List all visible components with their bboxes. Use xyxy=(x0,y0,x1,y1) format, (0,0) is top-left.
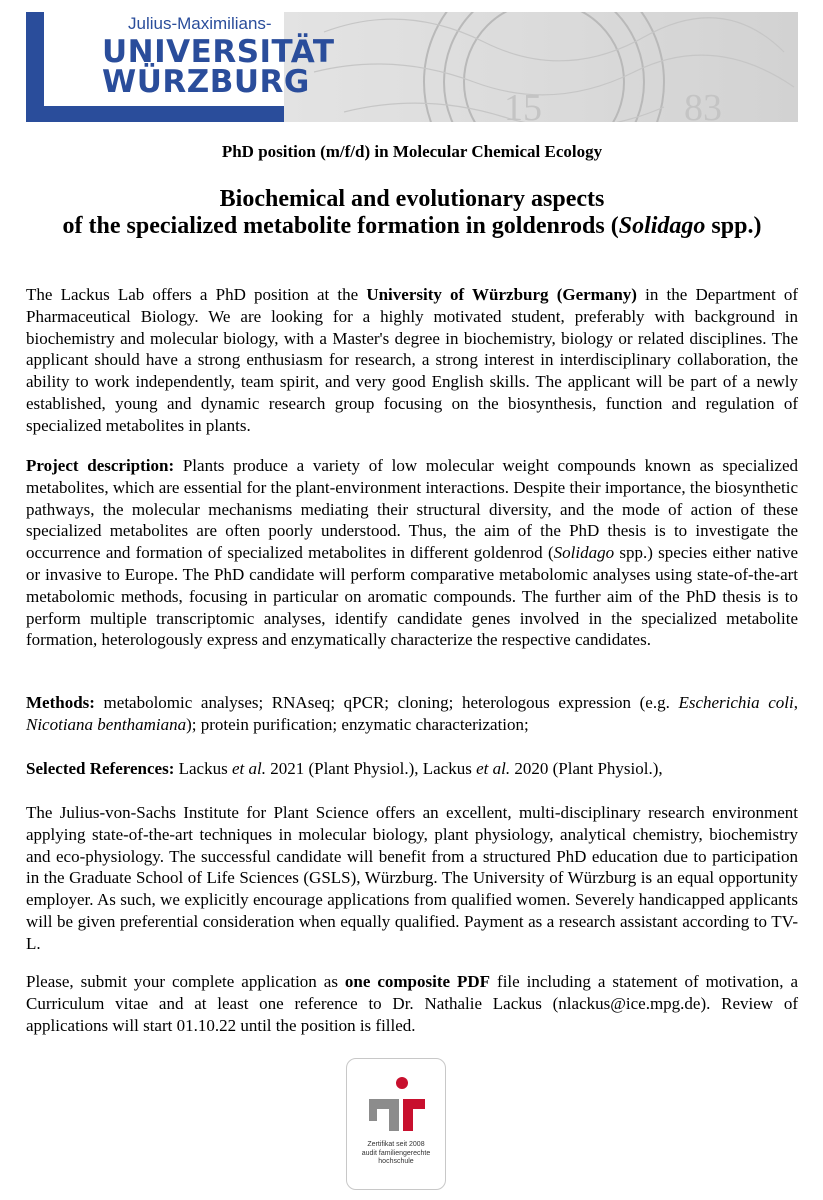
university-header xyxy=(26,12,798,122)
svg-text:83: 83 xyxy=(684,87,722,122)
position-subtitle: PhD position (m/f/d) in Molecular Chemical Ecology xyxy=(221,142,603,161)
application-paragraph: Please, submit your complete application as one composite PDF file including a statement of motivation, a Curriculum vitae and at least one reference to Dr. Nathalie Lackus (nlackus@ice.mpg.de). Review of applications will start 01.10.22 until the position is filled. xyxy=(26,972,798,1035)
family-friendly-certificate xyxy=(346,1058,446,1190)
logo-line-universitaet: UNIVERSITÄT xyxy=(102,34,335,70)
title-genus: Solidago xyxy=(618,213,706,239)
certificate-text: Zertifikat seit 2008 audit familiengerechte hochschule xyxy=(361,1141,431,1165)
institute-paragraph: The Julius-von-Sachs Institute for Plant Science offers an excellent, multi-disciplinary research environment applying state-of-the-art techniques in molecular biology, plant physiology, analytical chemistry, biochemistry and eco-physiology. The successful candidate will benefit from a structured PhD education due to participation in the Graduate School of Life Sciences (GSLS), Würzburg. The University of Würzburg is an equal opportunity employer. As such, we explicitly encourage applications from qualified women. Severely handicapped applicants will be given preferential consideration when equally qualified. Payment as a research assistant according to TV-L. xyxy=(26,803,798,953)
references-paragraph: Selected References: Lackus et al. 2021 (Plant Physiol.), Lackus et al. 2020 (Plant Physiol.), xyxy=(26,759,663,778)
logo-line-wuerzburg: WÜRZBURG xyxy=(102,64,310,100)
composite-pdf-bold: one composite PDF xyxy=(344,972,491,991)
project-label: Project description: xyxy=(26,456,175,475)
title-line-1: Biochemical and evolutionary aspects xyxy=(219,186,605,212)
project-description-paragraph: Project description: Plants produce a variety of low molecular weight compounds known as specialized metabolites, which are essential for the plant-environment interactions. Despite their importance, the biosynthetic pathways, the molecular mechanisms mediating their structural diversity, and the mode of action of these specialized metabolites are often poorly understood. Thus, the aim of the PhD thesis is to investigate the occurrence and formation of specialized metabolites in different goldenrod (Solidago spp.) species either native or invasive to Europe. The PhD candidate will perform comparative metabolomic analyses using state-of-the-art metabolomic methods, focusing in particular on aromatic compounds. The further aim of the PhD thesis is to perform multiple transcriptomic analyses, identify candidate genes involved in the specialized metabolite formation, heterologously express and enzymatically characterize the respective candidates. xyxy=(26,456,799,650)
university-name-bold: University of Würzburg (Germany) xyxy=(366,285,637,304)
document-title xyxy=(26,186,798,240)
university-logo xyxy=(26,12,335,122)
methods-paragraph: Methods: metabolomic analyses; RNAseq; qPCR; cloning; heterologous expression (e.g. Escherichia coli, Nicotiana benthamiana); protein purification; enzymatic characterization; xyxy=(26,693,798,734)
logo-subtitle: Julius-Maximilians- xyxy=(128,14,272,33)
intro-paragraph: The Lackus Lab offers a PhD position at the University of Würzburg (Germany) in the Department of Pharmaceutical Biology. We are looking for a highly motivated student, preferably with background in biochemistry and molecular biology, with a Master's degree in biochemistry, biology or related disciplines. The applicant should have a strong enthusiasm for research, a strong interest in interdisciplinary collaboration, the ability to work independently, team spirit, and very good English skills. The applicant will be part of a newly established, young and dynamic research group focusing on the biosynthesis, function and regulation of specialized metabolites in plants. xyxy=(26,285,799,435)
university-seal-watermark xyxy=(284,12,798,122)
methods-label: Methods: xyxy=(26,693,95,712)
audit-logo-icon xyxy=(347,1059,447,1139)
svg-text:15: 15 xyxy=(504,87,542,122)
references-label: Selected References: xyxy=(26,759,175,778)
title-line-2: of the specialized metabolite formation in goldenrods (Solidago spp.) xyxy=(62,213,762,239)
